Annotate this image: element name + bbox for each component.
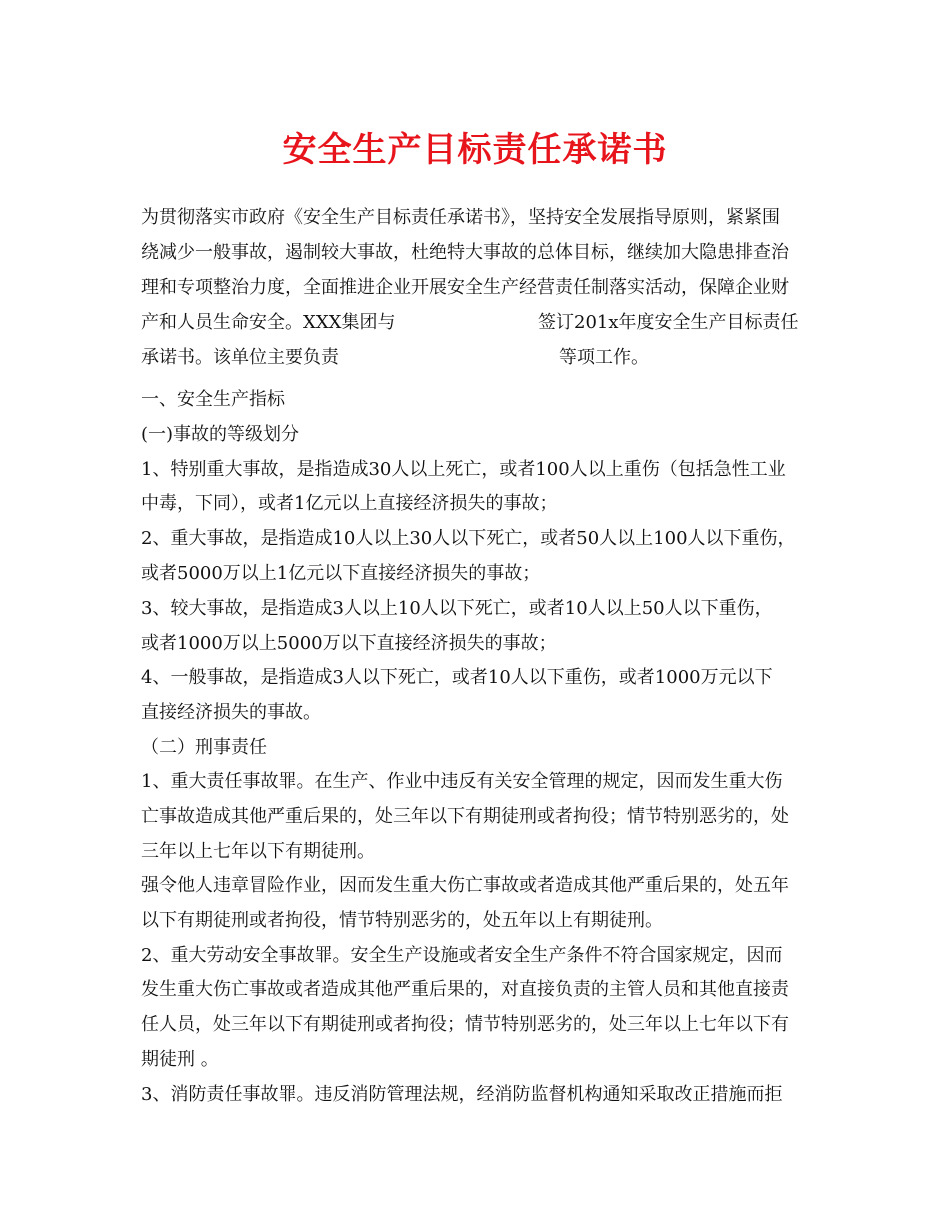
paragraph-line: 1、重大责任事故罪。在生产、作业中违反有关安全管理的规定，因而发生重大伤 [141,771,783,792]
paragraph-line: 1、特别重大事故，是指造成30人以上死亡，或者100人以上重伤（包括急性工业 [141,459,786,480]
paragraph-line: 3、消防责任事故罪。违反消防管理法规，经消防监督机构通知采取改正措施而拒 [141,1084,783,1105]
paragraph-line: 任人员，处三年以下有期徒刑或者拘役；情节特别恶劣的，处三年以上七年以下有 [141,1014,789,1035]
paragraph-line: 或者1000万以上5000万以下直接经济损失的事故； [141,633,557,654]
paragraph-line-left: 产和人员生命安全。XXX集团与 [141,312,396,333]
subsection-heading: (一)事故的等级划分 [141,424,300,445]
subsection-heading: （二）刑事责任 [141,737,267,758]
section-heading: 一、安全生产指标 [141,389,285,410]
paragraph-line: 理和专项整治力度，全面推进企业开展安全生产经营责任制落实活动，保障企业财 [141,277,789,298]
paragraph-line-right: 等项工作。 [559,347,649,368]
paragraph-line-right: 签订201x年度安全生产目标责任 [538,312,799,333]
paragraph-line: 2、重大事故，是指造成10人以上30人以下死亡，或者50人以上100人以下重伤， [141,528,796,549]
paragraph-line: 3、较大事故，是指造成3人以上10人以下死亡，或者10人以上50人以下重伤， [141,598,773,619]
paragraph-line: 三年以上七年以下有期徒刑。 [141,841,375,862]
paragraph-line: 强令他人违章冒险作业，因而发生重大伤亡事故或者造成其他严重后果的，处五年 [141,875,789,896]
paragraph-line: 绕减少一般事故，遏制较大事故，杜绝特大事故的总体目标，继续加大隐患排查治 [141,242,789,263]
paragraph-line: 4、一般事故，是指造成3人以下死亡，或者10人以下重伤，或者1000万元以下 [141,667,773,688]
paragraph-line: 2、重大劳动安全事故罪。安全生产设施或者安全生产条件不符合国家规定，因而 [141,945,783,966]
document-title: 安全生产目标责任承诺书 [282,130,668,170]
paragraph-line: 为贯彻落实市政府《安全生产目标责任承诺书》，坚持安全发展指导原则，紧紧围 [141,207,780,228]
paragraph-line: 中毒，下同），或者1亿元以上直接经济损失的事故； [141,493,558,514]
paragraph-line: 以下有期徒刑或者拘役，情节特别恶劣的，处五年以上有期徒刑。 [141,910,663,931]
paragraph-line: 亡事故造成其他严重后果的，处三年以下有期徒刑或者拘役；情节特别恶劣的，处 [141,806,789,827]
paragraph-line: 发生重大伤亡事故或者造成其他严重后果的，对直接负责的主管人员和其他直接责 [141,979,789,1000]
paragraph-line-left: 承诺书。该单位主要负责 [141,347,339,368]
paragraph-line: 或者5000万以上1亿元以下直接经济损失的事故； [141,563,541,584]
paragraph-line: 期徒刑 。 [141,1049,219,1070]
paragraph-line: 直接经济损失的事故。 [141,702,321,723]
